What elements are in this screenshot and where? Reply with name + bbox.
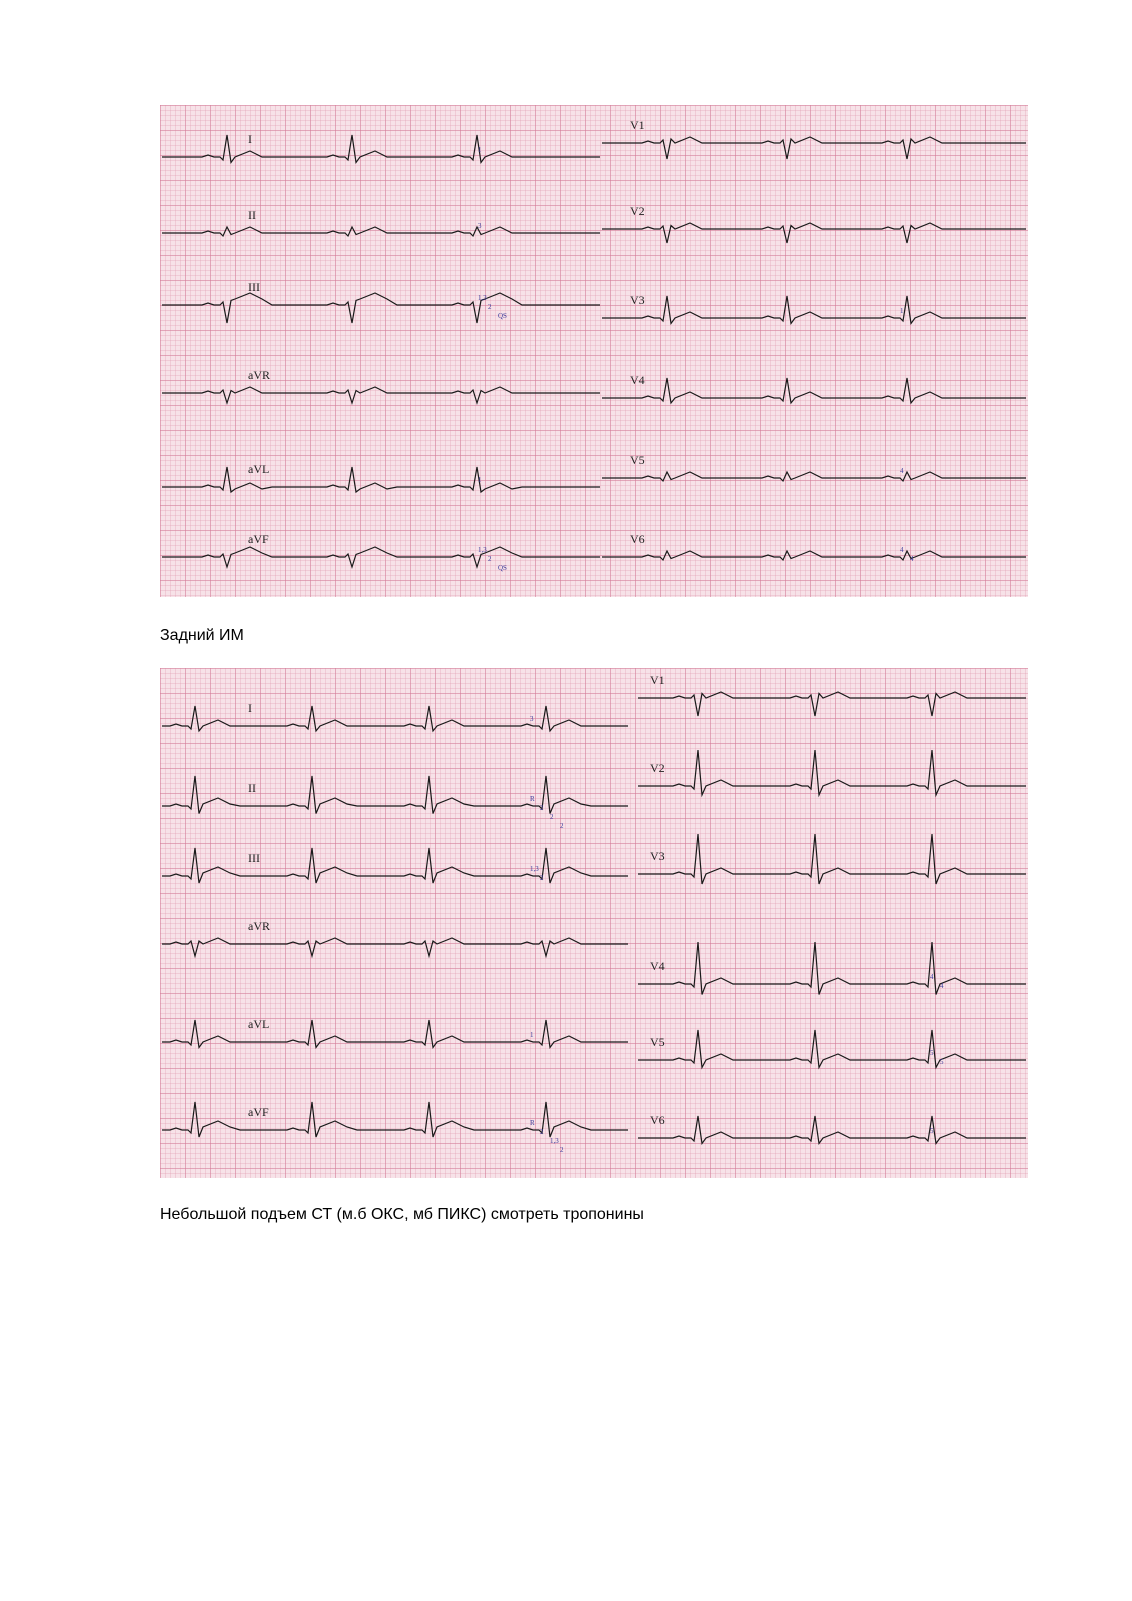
ecg-trace <box>162 293 600 323</box>
ecg-trace <box>162 776 628 814</box>
annotation-label: 2 <box>550 813 554 821</box>
ecg-trace <box>638 834 1026 884</box>
ecg-trace <box>162 848 628 883</box>
ecg-trace <box>638 1116 1026 1144</box>
ecg-trace <box>162 467 600 492</box>
annotation-label: QS <box>498 564 507 572</box>
lead-label: V2 <box>650 761 665 775</box>
lead-label: V3 <box>650 849 665 863</box>
lead-label: I <box>248 132 252 146</box>
annotation-label: QS <box>498 312 507 320</box>
lead-label: V1 <box>650 673 665 687</box>
ecg-trace <box>602 472 1026 481</box>
ecg-trace <box>162 227 600 236</box>
ecg-trace <box>162 1020 628 1048</box>
annotation-label: 2 <box>540 804 544 812</box>
annotation-label: 5 <box>930 1127 934 1135</box>
annotation-label: 3 <box>478 222 482 230</box>
lead-label: V4 <box>630 373 645 387</box>
annotation-label: 2 <box>540 874 544 882</box>
annotation-label: 4 <box>940 982 944 990</box>
lead-label: II <box>248 781 256 795</box>
annotation-label: 4 <box>900 546 904 554</box>
ecg-caption-1: Задний ИМ <box>160 627 244 644</box>
annotation-label: 2 <box>488 555 492 563</box>
lead-label: V5 <box>630 453 645 467</box>
lead-label: aVL <box>248 462 270 476</box>
ecg-trace <box>162 938 628 956</box>
ecg-trace <box>638 942 1026 995</box>
lead-label: aVL <box>248 1017 270 1031</box>
ecg-trace <box>162 1102 628 1137</box>
ecg-caption-2: Небольшой подъем СТ (м.б ОКС, мб ПИКС) смотреть тропонины <box>160 1206 644 1223</box>
ecg-trace <box>602 296 1026 324</box>
lead-label: V5 <box>650 1035 665 1049</box>
annotation-label: 5 <box>930 1049 934 1057</box>
lead-label: V6 <box>650 1113 665 1127</box>
lead-label: V3 <box>630 293 645 307</box>
ecg-strip-1 <box>160 105 1028 597</box>
lead-label: aVR <box>248 368 270 382</box>
annotation-label: 1 <box>478 476 482 484</box>
annotation-label: 4 <box>900 467 904 475</box>
ecg-traces-1 <box>160 105 1028 597</box>
ecg-traces-2 <box>160 668 1028 1178</box>
lead-label: II <box>248 208 256 222</box>
annotation-label: 1,3 <box>478 546 487 554</box>
ecg-trace <box>602 137 1026 159</box>
lead-label: aVF <box>248 532 269 546</box>
lead-label: III <box>248 851 260 865</box>
lead-label: aVF <box>248 1105 269 1119</box>
annotation-label: 2 <box>560 1146 564 1154</box>
ecg-trace <box>638 692 1026 716</box>
annotation-label: 1 <box>478 146 482 154</box>
annotation-label: 2 <box>488 303 492 311</box>
ecg-trace <box>162 135 600 163</box>
annotation-label: 2 <box>540 1128 544 1136</box>
ecg-trace <box>162 547 600 567</box>
annotation-label: R <box>530 795 535 803</box>
annotation-label: 2 <box>560 822 564 830</box>
lead-label: V1 <box>630 118 645 132</box>
ecg-trace <box>162 706 628 731</box>
ecg-trace <box>602 223 1026 243</box>
ecg-strip-2 <box>160 668 1028 1178</box>
annotation-label: R <box>530 1119 535 1127</box>
lead-label: V4 <box>650 959 665 973</box>
ecg-trace <box>162 387 600 403</box>
annotation-label: 4 <box>910 555 914 563</box>
annotation-label: 1,3 <box>478 294 487 302</box>
ecg-trace <box>602 551 1026 560</box>
lead-label: III <box>248 280 260 294</box>
lead-label: I <box>248 701 252 715</box>
ecg-trace <box>638 1030 1026 1068</box>
annotation-label: 4 <box>930 973 934 981</box>
annotation-label: 1 <box>530 1031 534 1039</box>
annotation-label: 5 <box>940 1058 944 1066</box>
lead-label: V2 <box>630 204 645 218</box>
ecg-trace <box>602 378 1026 403</box>
annotation-label: 1,3 <box>550 1137 559 1145</box>
annotation-label: 1 <box>900 307 904 315</box>
lead-label: V6 <box>630 532 645 546</box>
annotation-label: 1,3 <box>530 865 539 873</box>
ecg-trace <box>638 750 1026 795</box>
lead-label: aVR <box>248 919 270 933</box>
annotation-label: 3 <box>530 715 534 723</box>
